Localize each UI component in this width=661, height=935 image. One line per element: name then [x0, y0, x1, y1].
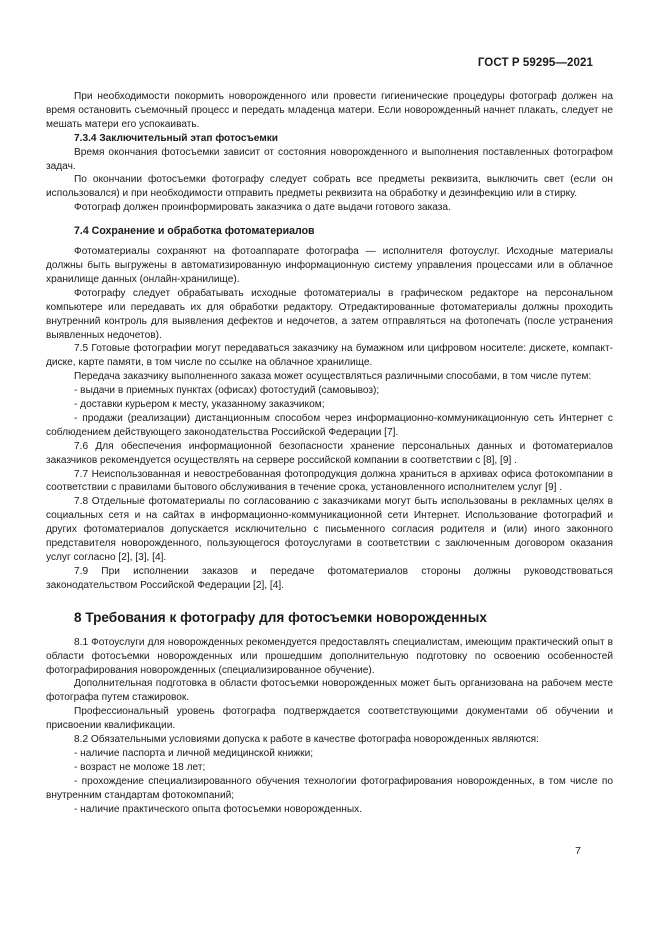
page-number: 7	[575, 845, 581, 857]
paragraph: 7.9 При исполнении заказов и передаче фотоматериалов стороны должны руководствоваться законодательством Российской Федерации [2], [4].	[46, 565, 613, 591]
paragraph: 8.1 Фотоуслуги для новорожденных рекомендуется предоставлять специалистам, имеющим практический опыт в области фотосъемки новорожденных или прошедшим дополнительную подготовку по освоению особенностей фотографирования новорожденных (специализированное обучение).	[46, 636, 613, 676]
paragraph: 7.6 Для обеспечения информационной безопасности хранение персональных данных и фотоматериалов заказчиков рекомендуется осуществлять на сервере российской компании в соответствии с [8], [9] .	[46, 440, 613, 466]
paragraph: По окончании фотосъемки фотографу следует собрать все предметы реквизита, выключить свет (если он использовался) и при необходимости отправить предметы реквизита на обработку и дезинфекцию или в стирку.	[46, 174, 613, 200]
list-item: - прохождение специализированного обучения технологии фотографирования новорожденных, в том числе по внутренним стандартам фотокомпаний;	[46, 775, 613, 801]
paragraph: Фотоматериалы сохраняют на фотоаппарате фотографа — исполнителя фотоуслуг. Исходные материалы должны быть выгружены в автоматизированную информационную систему управления процессами или в облачное хранилище данных (онлайн-хранилище).	[46, 246, 613, 285]
paragraph: 7.5 Готовые фотографии могут передаваться заказчику на бумажном или цифровом носителе: дискете, компакт-диске, карте памяти, в том числе по ссылке на облачное хранилище.	[46, 343, 613, 369]
paragraph: Передача заказчику выполненного заказа может осуществляться различными способами, в том числе путем:	[74, 371, 592, 383]
paragraph: 7.7 Неиспользованная и невостребованная фотопродукция должна храниться в архивах офиса фотокомпании в соответствии с правилами бытового обслуживания в течение срока, установленного исполнителем услуг [9] .	[46, 468, 613, 494]
document-code: ГОСТ Р 59295—2021	[477, 57, 593, 69]
paragraph: Время окончания фотосъемки зависит от состояния новорожденного и выполнения поставленных фотографом задач.	[46, 146, 613, 172]
chapter-heading-8: 8 Требования к фотографу для фотосъемки новорожденных	[74, 609, 487, 625]
spacer	[46, 626, 613, 636]
section-heading-7-4: 7.4 Сохранение и обработка фотоматериалов	[74, 225, 315, 238]
spacer	[46, 593, 613, 609]
list-item: - наличие паспорта и личной медицинской книжки;	[74, 747, 314, 759]
page-content	[46, 90, 613, 817]
paragraph: Дополнительная подготовка в области фотосъемки новорожденных может быть организована на рабочем месте фотографа путем стажировок.	[46, 678, 613, 704]
list-item: - наличие практического опыта фотосъемки новорожденных.	[74, 803, 363, 815]
paragraph: 7.8 Отдельные фотоматериалы по согласованию с заказчиками могут быть использованы в рекламных целях в социальных сетя и на сайтах в информационно-коммуникационной сети Интернет. Использование фотографий и других фотоматериалов допускается исключительно с письменного согласия родителя и (или) иного законного представителя новорожденного, пользующегося фотоуслугами в соответствии с заключенным договором оказания услуг согласно [2], [3], [4].	[46, 496, 613, 563]
list-item: - доставки курьером к месту, указанному заказчиком;	[74, 399, 325, 411]
list-item: - выдачи в приемных пунктах (офисах) фотостудий (самовывоз);	[74, 385, 380, 397]
paragraph: Профессиональный уровень фотографа подтверждается соответствующими документами об обучении и присвоении квалификации.	[46, 706, 613, 732]
paragraph: Фотографу следует обрабатывать исходные фотоматериалы в графическом редакторе на персональном компьютере или передавать их для обработки редактору. Отредактированные фотоматериалы должны проходить внутренний контроль для выявления дефектов и недочетов, а затем отправляться на фотопечать (после устранения выявленных недочетов).	[46, 287, 613, 341]
paragraph: При необходимости покормить новорожденного или провести гигиенические процедуры фотограф должен на время остановить съемочный процесс и передать младенца матери. Если новорожденный начнет плакать, следует не мешать матери его успокаивать.	[46, 91, 613, 130]
list-item: - возраст не моложе 18 лет;	[74, 761, 206, 773]
spacer	[46, 215, 613, 225]
list-item: - продажи (реализации) дистанционным способом через информационно-коммуникационную сеть Интернет с соблюдением действующего законодательства Российской Федерации [7].	[46, 412, 613, 438]
paragraph: 8.2 Обязательными условиями допуска к работе в качестве фотографа новорожденных являются:	[74, 734, 539, 746]
subsection-heading-7-3-4: 7.3.4 Заключительный этап фотосъемки	[74, 132, 279, 144]
paragraph: Фотограф должен проинформировать заказчика о дате выдачи готового заказа.	[74, 202, 451, 214]
